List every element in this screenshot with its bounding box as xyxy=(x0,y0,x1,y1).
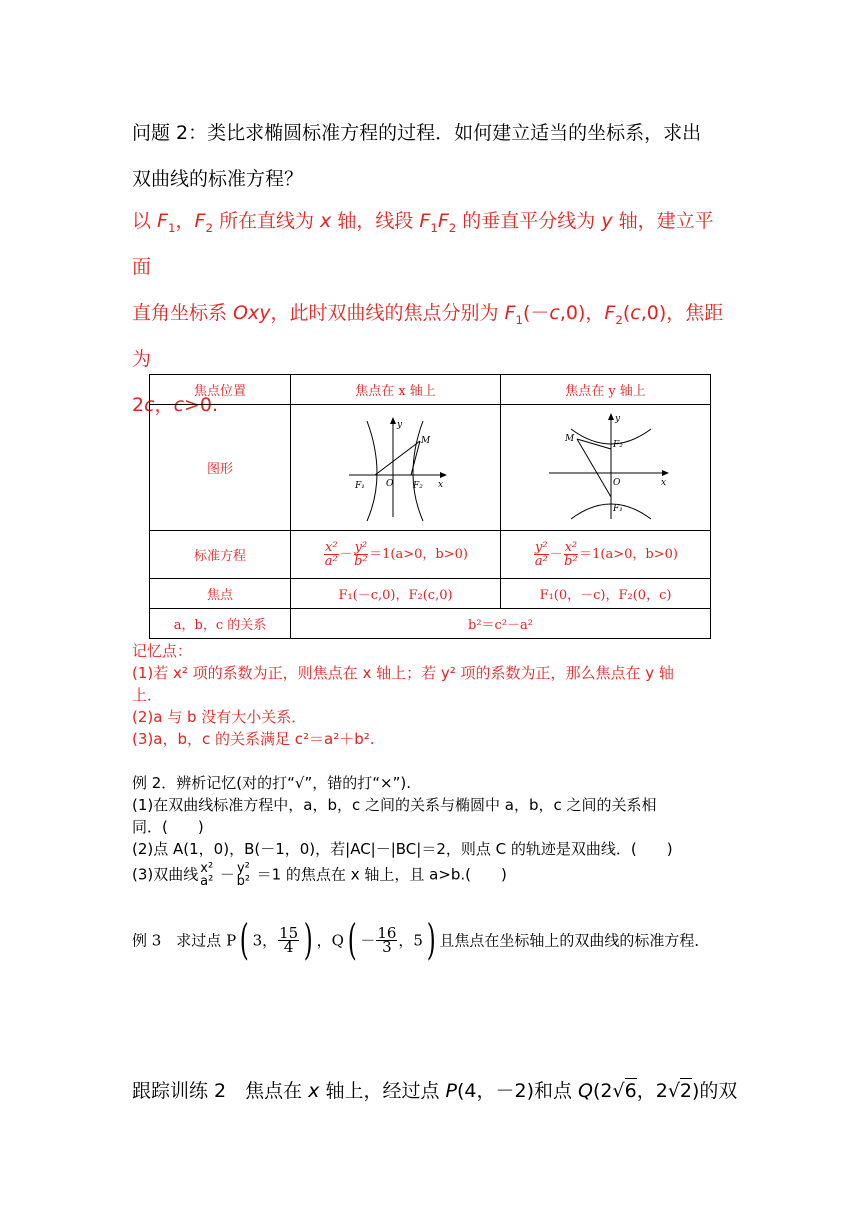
header-x-axis: 焦点在 x 轴上 xyxy=(291,375,501,405)
example-2-item-1: (1)在双曲线标准方程中，a，b，c 之间的关系与椭圆中 a，b，c 之间的关系相 xyxy=(132,796,657,814)
example-2-title: 例 2．辨析记忆(对的打“√”，错的打“×”). xyxy=(132,774,411,792)
header-focus-position: 焦点位置 xyxy=(150,375,291,405)
header-y-axis: 焦点在 y 轴上 xyxy=(501,375,711,405)
memory-line-3: (3)a，b，c 的关系满足 c²＝a²＋b². xyxy=(132,730,375,748)
example-2-item-1b: 同．( ) xyxy=(132,818,204,836)
row-focus-label: 焦点 xyxy=(150,579,291,609)
svg-text:F₂: F₂ xyxy=(412,480,423,491)
question-2 xyxy=(132,110,732,202)
svg-text:F₁: F₁ xyxy=(612,503,623,514)
row-graph-label: 图形 xyxy=(150,405,291,531)
equation-y: $\frac{\text{y²}}{\text{a²}}$ － $\frac{\text{x²}}{\text{b²}}$ ＝1(a>0，b>0) xyxy=(501,531,711,579)
svg-text:O: O xyxy=(612,477,620,488)
relation-value: b²＝c²－a² xyxy=(291,609,711,639)
memory-title: 记忆点： xyxy=(132,642,193,660)
example-2-item-3: (3)双曲线 x² a² － y² b² ＝1 的焦点在 x 轴上，且 a>b.( ) xyxy=(132,861,507,889)
hyperbola-x-figure xyxy=(341,413,451,523)
focus-y: F₁(0，－c)，F₂(0，c) xyxy=(501,579,711,609)
row-equation-label: 标准方程 xyxy=(150,531,291,579)
svg-text:x: x xyxy=(660,477,666,488)
hyperbola-table xyxy=(149,374,711,639)
example-2-item-2: (2)点 A(1，0)，B(－1，0)，若|AC|－|BC|＝2，则点 C 的轨迹是双曲线．( ) xyxy=(132,840,673,858)
example-3: 例 3 求过点 P( 3， $\frac{15}{4}$ ) ，Q( － $\frac{16}{3}$ ，5) 且焦点在坐标轴上的双曲线的标准方程． xyxy=(132,915,710,964)
answer-paragraph: 以 $F_1$，$F_2$ 所在直线为 x 轴，线段 $F_1F_2$ 的垂直平分线为 y 轴，建立平面 直角坐标系 Oxy，此时双曲线的焦点分别为 $F_1(-c,0)$，$F_2(c,0)$，焦距为 2c，c>0. xyxy=(132,210,724,416)
equation-x: $\frac{\text{x²}}{\text{a²}}$ － $\frac{\text{y²}}{\text{b²}}$ ＝1(a>0，b>0) xyxy=(291,531,501,579)
hyperbola-y-figure xyxy=(541,411,671,525)
graph-x-cell xyxy=(291,405,501,531)
memory-line-2: (2)a 与 b 没有大小关系． xyxy=(132,708,307,726)
question-2-line1: 问题 2：类比求椭圆标准方程的过程．如何建立适当的坐标系，求出 xyxy=(132,122,702,144)
question-2-line2: 双曲线的标准方程？ xyxy=(132,168,304,190)
svg-text:F₂: F₂ xyxy=(612,439,623,450)
example-2 xyxy=(132,772,732,888)
svg-text:M: M xyxy=(564,433,574,444)
tracking-exercise-2: 跟踪训练 2 焦点在 x 轴上，经过点 P(4，－2)和点 Q(2√6，2√2)的双 xyxy=(132,1080,738,1102)
svg-text:O: O xyxy=(385,478,393,489)
row-relation-label: a，b，c 的关系 xyxy=(150,609,291,639)
svg-text:y: y xyxy=(396,419,402,430)
graph-y-cell xyxy=(501,405,711,531)
memory-points xyxy=(132,640,732,750)
svg-text:M: M xyxy=(420,435,430,446)
memory-line-1: (1)若 x² 项的系数为正，则焦点在 x 轴上；若 y² 项的系数为正，那么焦点在 y 轴 xyxy=(132,664,674,682)
svg-text:y: y xyxy=(614,413,620,424)
memory-line-1b: 上． xyxy=(132,686,163,704)
svg-text:x: x xyxy=(437,479,443,490)
focus-x: F₁(－c,0)，F₂(c,0) xyxy=(291,579,501,609)
svg-text:F₁: F₁ xyxy=(354,480,365,491)
